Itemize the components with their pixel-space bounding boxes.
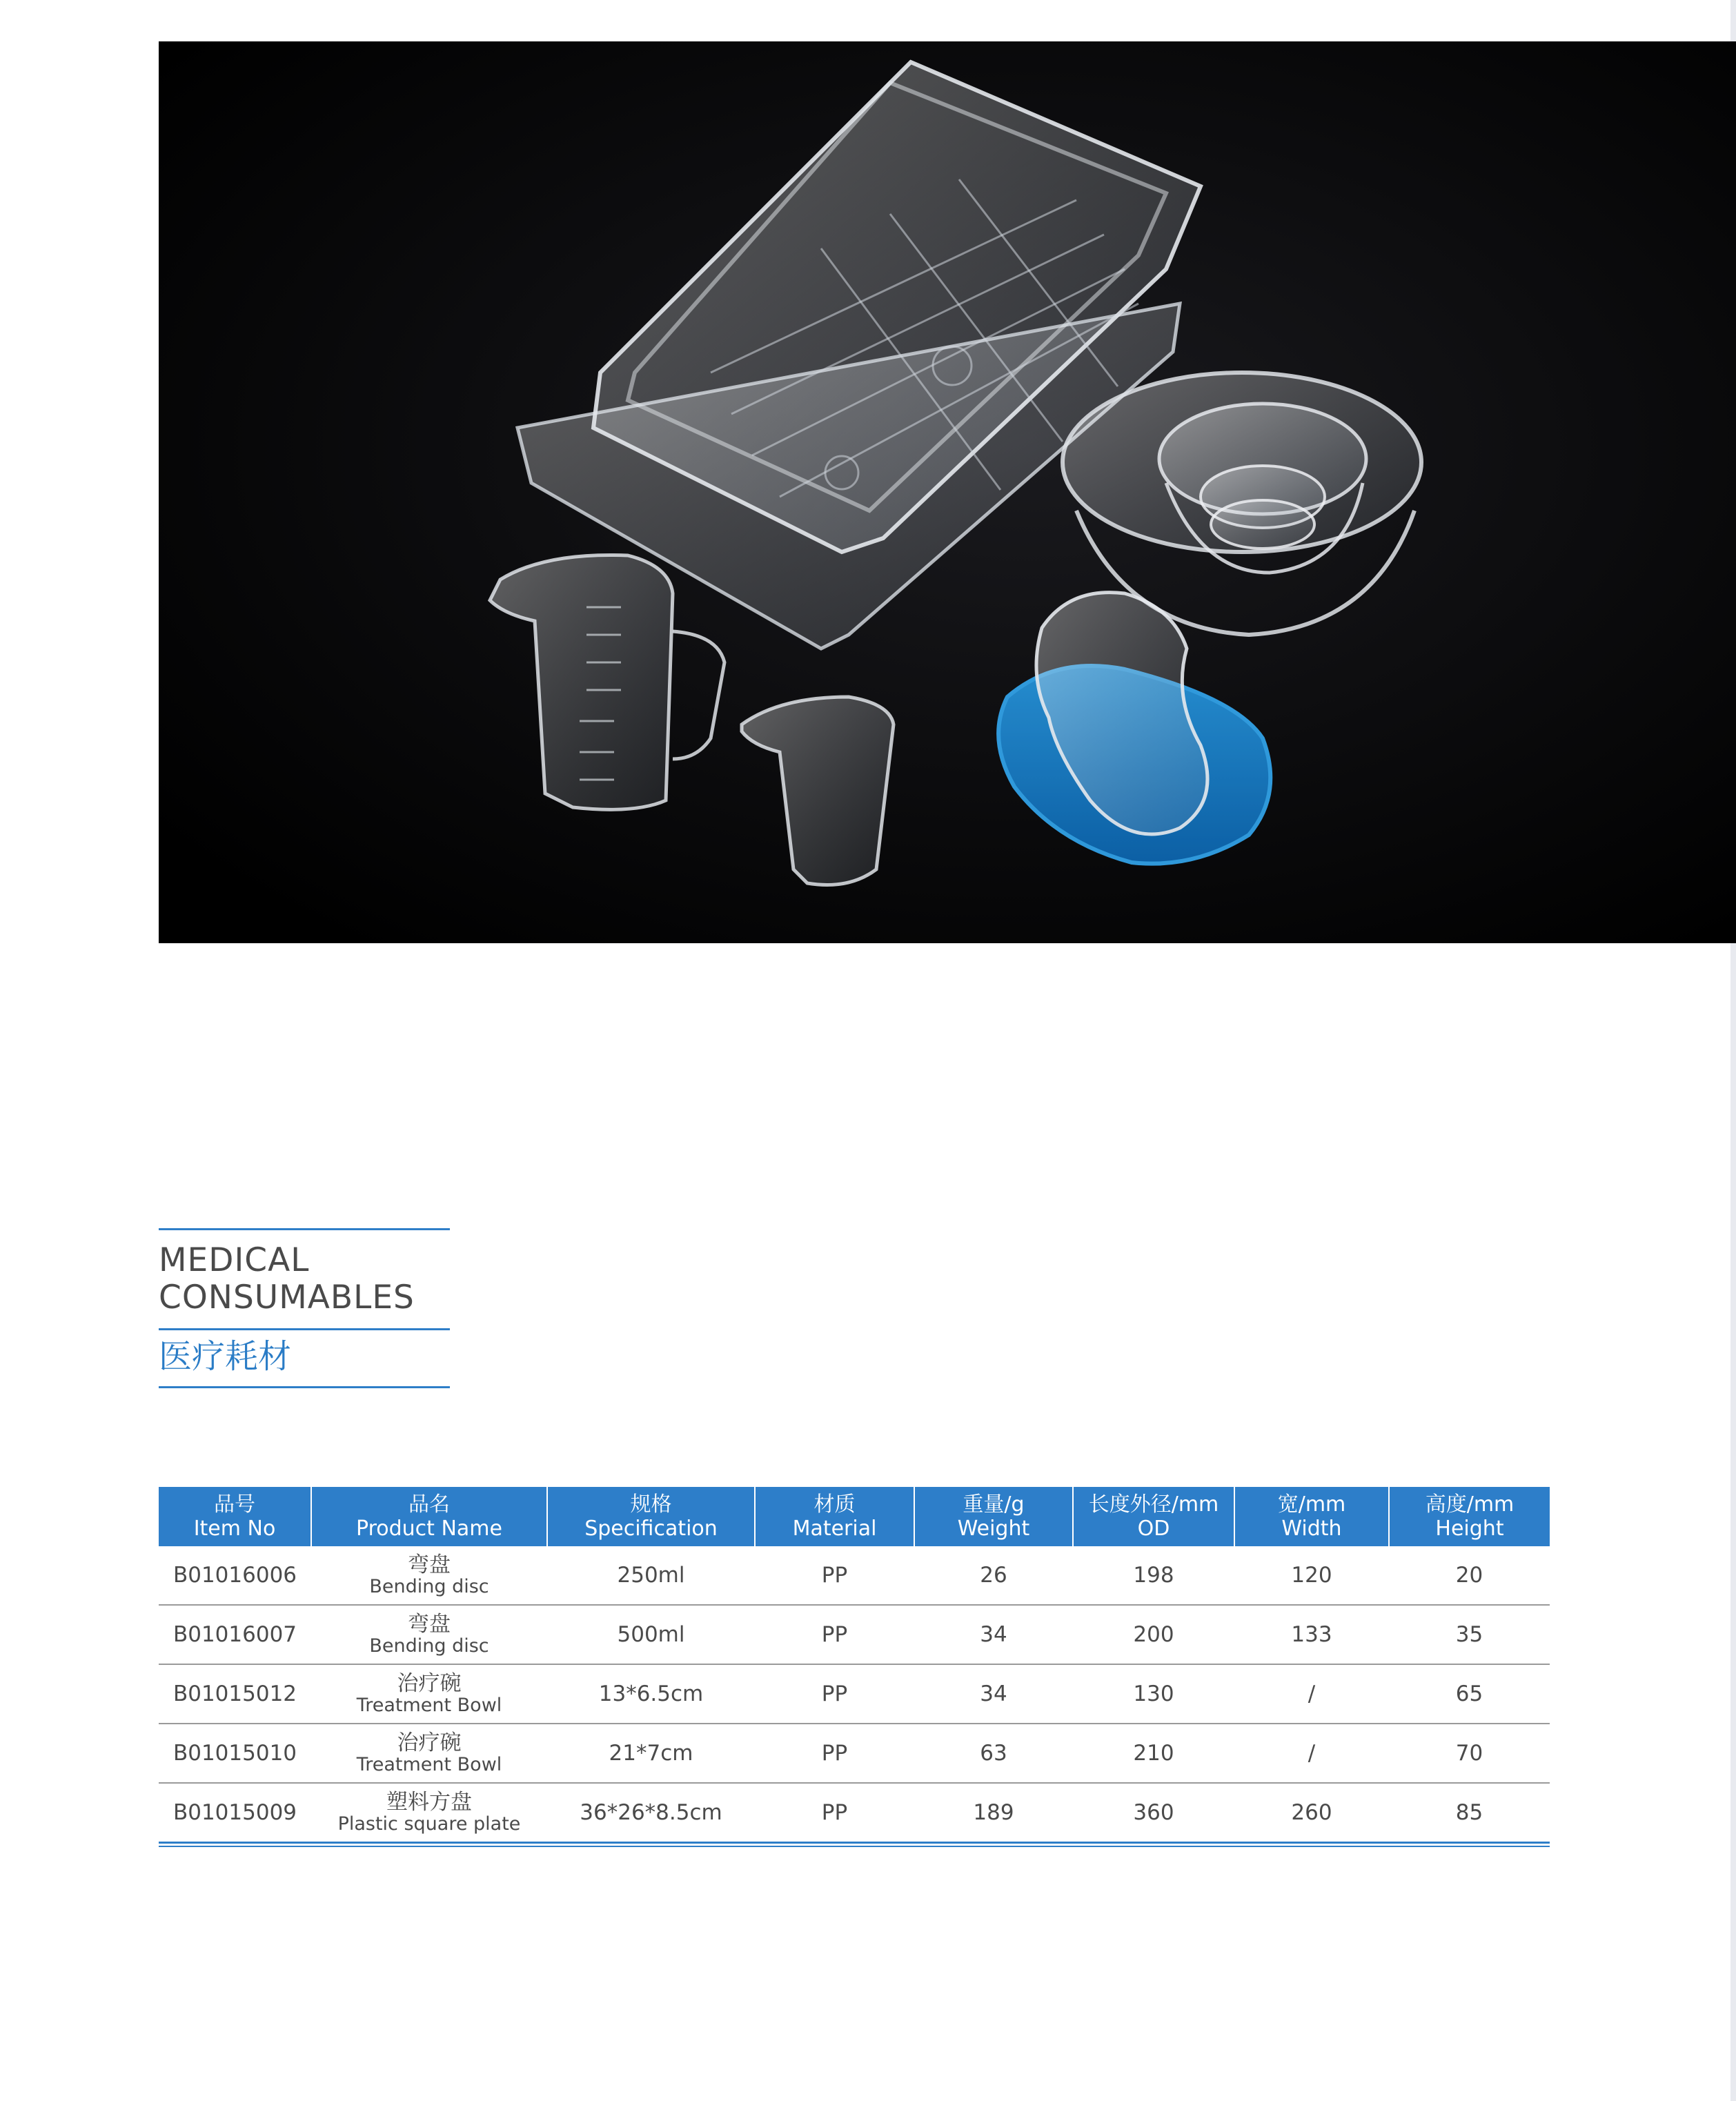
table-row	[159, 1605, 1550, 1664]
cell-width: 133	[1234, 1605, 1389, 1664]
product-photo-illustration	[159, 41, 1736, 943]
cell-material: PP	[755, 1724, 914, 1783]
section-title-en-line1: MEDICAL	[159, 1241, 310, 1279]
cell-od: 210	[1073, 1724, 1234, 1783]
section-title-cn: 医疗耗材	[159, 1337, 292, 1376]
header-height: 高度/mm Height	[1389, 1487, 1550, 1546]
cell-specification: 21*7cm	[547, 1724, 755, 1783]
cell-material: PP	[755, 1546, 914, 1605]
cell-height: 70	[1389, 1724, 1550, 1783]
cell-product-name: 治疗碗 Treatment Bowl	[311, 1664, 547, 1724]
cell-specification: 13*6.5cm	[547, 1664, 755, 1724]
header-weight: 重量/g Weight	[914, 1487, 1073, 1546]
table-body	[159, 1546, 1550, 1842]
table-header	[159, 1487, 1550, 1546]
cell-od: 198	[1073, 1546, 1234, 1605]
cell-height: 20	[1389, 1546, 1550, 1605]
table-row	[159, 1546, 1550, 1605]
cell-width: /	[1234, 1724, 1389, 1783]
header-specification: 规格 Specification	[547, 1487, 755, 1546]
table-bottom-rule-thin	[159, 1846, 1550, 1847]
header-material: 材质 Material	[755, 1487, 914, 1546]
heading-rule-middle	[159, 1328, 450, 1330]
cell-od: 360	[1133, 1800, 1174, 1825]
treatment-bowl-small	[1201, 466, 1325, 549]
cell-specification: 36*26*8.5cm	[580, 1800, 722, 1825]
cell-product-name: 治疗碗 Treatment Bowl	[311, 1724, 547, 1783]
cell-weight: 26	[914, 1546, 1073, 1605]
spec-table	[159, 1487, 1550, 1842]
section-title-en	[159, 1242, 573, 1316]
cell-product-name: 塑料方盘 Plastic square plate	[337, 1789, 521, 1835]
cell-item-no: B01016006	[159, 1546, 311, 1605]
cell-od: 200	[1073, 1605, 1234, 1664]
cell-material: PP	[755, 1664, 914, 1724]
cell-material: PP	[821, 1800, 848, 1825]
header-od: 长度外径/mm OD	[1073, 1487, 1234, 1546]
cell-weight: 189	[973, 1800, 1014, 1825]
header-product-name: 品名 Product Name	[311, 1487, 547, 1546]
cell-specification: 250ml	[547, 1546, 755, 1605]
cell-width: /	[1234, 1664, 1389, 1724]
cell-item-no: B01016007	[159, 1605, 311, 1664]
cell-item-no: B01015010	[159, 1724, 311, 1783]
cell-item-no: B01015012	[159, 1664, 311, 1724]
cell-material: PP	[755, 1605, 914, 1664]
cell-specification: 500ml	[547, 1605, 755, 1664]
cell-weight: 63	[914, 1724, 1073, 1783]
heading-rule-top	[159, 1228, 450, 1230]
table-row	[159, 1664, 1550, 1724]
cell-height: 35	[1389, 1605, 1550, 1664]
cell-height: 85	[1455, 1800, 1483, 1825]
cell-weight: 34	[914, 1605, 1073, 1664]
cell-od: 130	[1073, 1664, 1234, 1724]
section-title-en-line2: CONSUMABLES	[159, 1279, 415, 1316]
product-photo	[159, 41, 1736, 943]
table-row	[159, 1783, 1550, 1842]
table-row	[159, 1724, 1550, 1783]
heading-rule-bottom	[159, 1386, 450, 1388]
cell-product-name: 弯盘 Bending disc	[311, 1605, 547, 1664]
header-item-no: 品号 Item No	[159, 1487, 311, 1546]
cell-width: 260	[1291, 1800, 1332, 1825]
cell-weight: 34	[914, 1664, 1073, 1724]
cell-item-no: B01015009	[172, 1800, 297, 1825]
cell-product-name: 弯盘 Bending disc	[311, 1546, 547, 1605]
cell-width: 120	[1234, 1546, 1389, 1605]
cell-height: 65	[1389, 1664, 1550, 1724]
header-width: 宽/mm Width	[1234, 1487, 1389, 1546]
table-bottom-rule	[159, 1842, 1550, 1844]
